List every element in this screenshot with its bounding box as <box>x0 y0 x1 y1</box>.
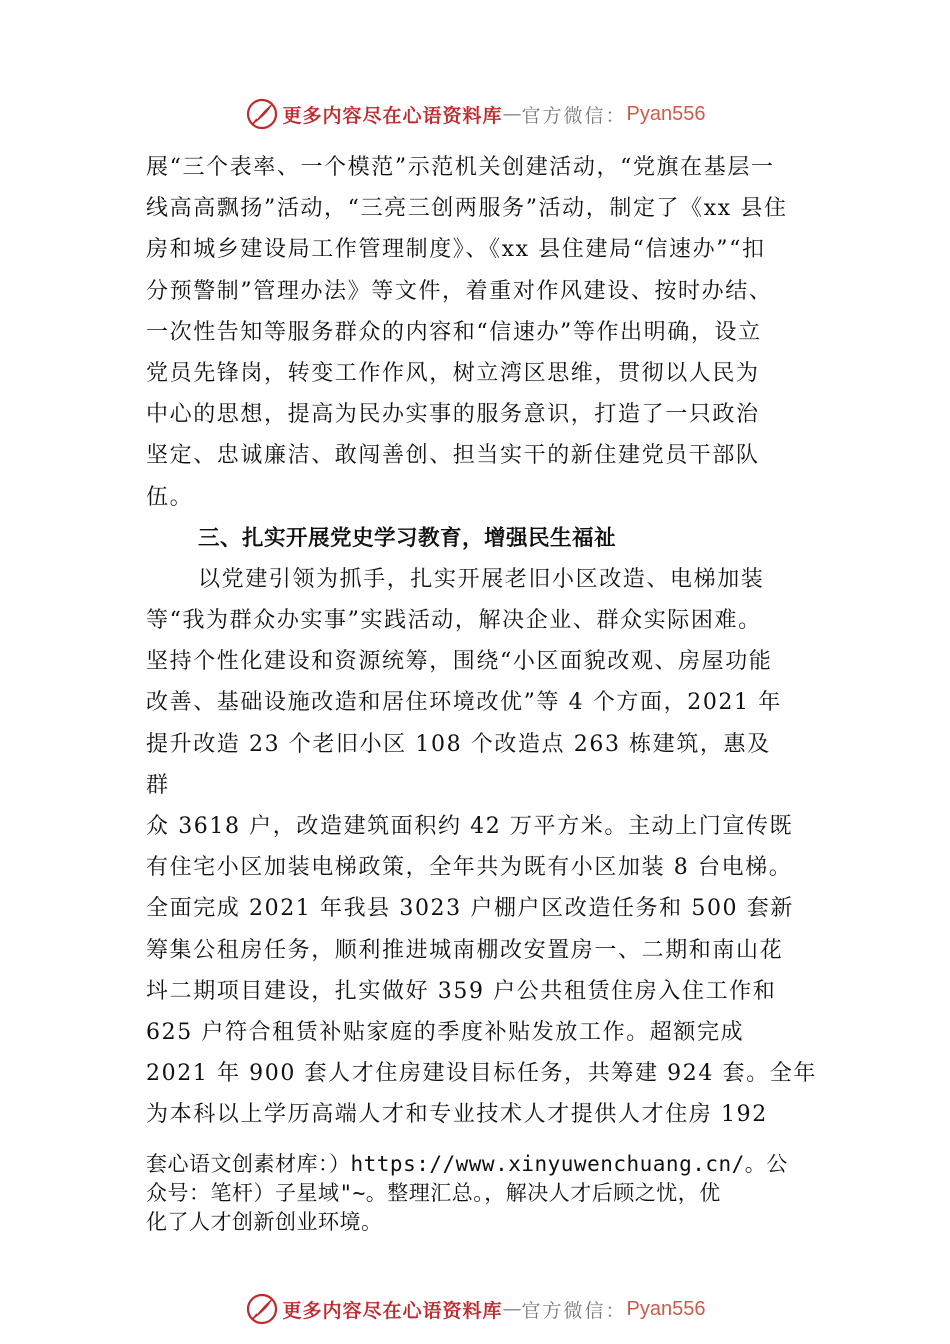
body-line: 625 户符合租赁补贴家庭的季度补贴发放工作。超额完成 <box>146 1019 745 1045</box>
body-line: 㘰二期项目建设，扎实做好 359 户公共租赁住房入住工作和 <box>146 978 777 1004</box>
body-line: 党员先锋岗，转变工作作风，树立湾区思维，贯彻以人民为 <box>146 360 760 386</box>
banner-dash: — <box>502 103 522 125</box>
body-line: 中心的思想，提高为民办实事的服务意识，打造了一只政治 <box>146 402 760 428</box>
body-line: 展“三个表率、一个模范”示范机关创建活动，“党旗在基层一 <box>146 155 775 180</box>
banner-wechat-id: Pyan556 <box>626 1297 706 1320</box>
body-line: 房和城乡建设局工作管理制度》、《xx 县住建局“信速办”“扣 <box>146 237 766 263</box>
body-line: 等“我为群众办实事”实践活动，解决企业、群众实际困难。 <box>146 608 762 634</box>
body-line: 为本科以上学历高端人才和专业技术人才提供人才住房 192 <box>146 1102 768 1128</box>
body-line: 全面完成 2021 年我县 3023 户棚户区改造任务和 500 套新 <box>146 896 794 922</box>
quill-logo-icon <box>245 1292 279 1326</box>
banner-dash: — <box>502 1298 522 1320</box>
body-line: 线高高飘扬”活动，“三亮三创两服务”活动，制定了《xx 县住 <box>146 196 788 222</box>
body-line: 分预警制”管理办法》等文件，着重对作风建设、按时办结、 <box>146 278 773 304</box>
body-line: 众 3618 户，改造建筑面积约 42 万平方米。主动上门宣传既 <box>146 814 794 839</box>
body-line: 坚持个性化建设和资源统筹，围绕“小区面貌改观、房屋功能 <box>146 649 773 675</box>
document-tail <box>146 1150 846 1237</box>
body-line: 伍。 <box>146 484 194 510</box>
body-line: 群 <box>146 772 170 798</box>
body-line: 坚定、忠诚廉洁、敢闯善创、担当实干的新住建党员干部队 <box>146 443 760 469</box>
body-line: 有住宅小区加装电梯政策，全年共为既有小区加装 8 台电梯。 <box>146 855 793 881</box>
banner-text: 更多内容尽在心语资料库 <box>282 104 503 127</box>
header-banner <box>0 94 950 134</box>
section-heading: 三、扎实开展党史学习教育，增强民生福祉 <box>198 525 617 551</box>
tail-line: 套心语文创素材库：）https://www.xinyuwenchuang.cn/。公 <box>146 1152 788 1176</box>
footer-banner <box>0 1289 950 1329</box>
body-line: 2021 年 900 套人才住房建设目标任务，共筹建 924 套。全年 <box>146 1061 817 1087</box>
body-line: 改善、基础设施改造和居住环境改优”等 4 个方面，2021 年 <box>146 690 782 716</box>
banner-label: 官方微信： <box>521 1299 627 1322</box>
quill-logo-icon <box>245 97 279 131</box>
banner-text: 更多内容尽在心语资料库 <box>282 1299 503 1322</box>
body-line: 以党建引领为抓手，扎实开展老旧小区改造、电梯加装 <box>198 566 765 592</box>
body-line: 提升改造 23 个老旧小区 108 个改造点 263 栋建筑，惠及 <box>146 731 771 757</box>
banner-label: 官方微信： <box>521 104 627 127</box>
banner-wechat-id: Pyan556 <box>626 102 706 125</box>
document-body <box>146 147 846 1136</box>
tail-line: 化了人才创新创业环境。 <box>146 1210 383 1234</box>
body-line: 一次性告知等服务群众的内容和“信速办”等作出明确，设立 <box>146 319 762 345</box>
tail-line: 众号：笔杆）子星域"~。整理汇总。，解决人才后顾之忧，优 <box>146 1181 721 1205</box>
body-line: 筹集公租房任务，顺利推进城南棚改安置房一、二期和南山花 <box>146 937 784 963</box>
